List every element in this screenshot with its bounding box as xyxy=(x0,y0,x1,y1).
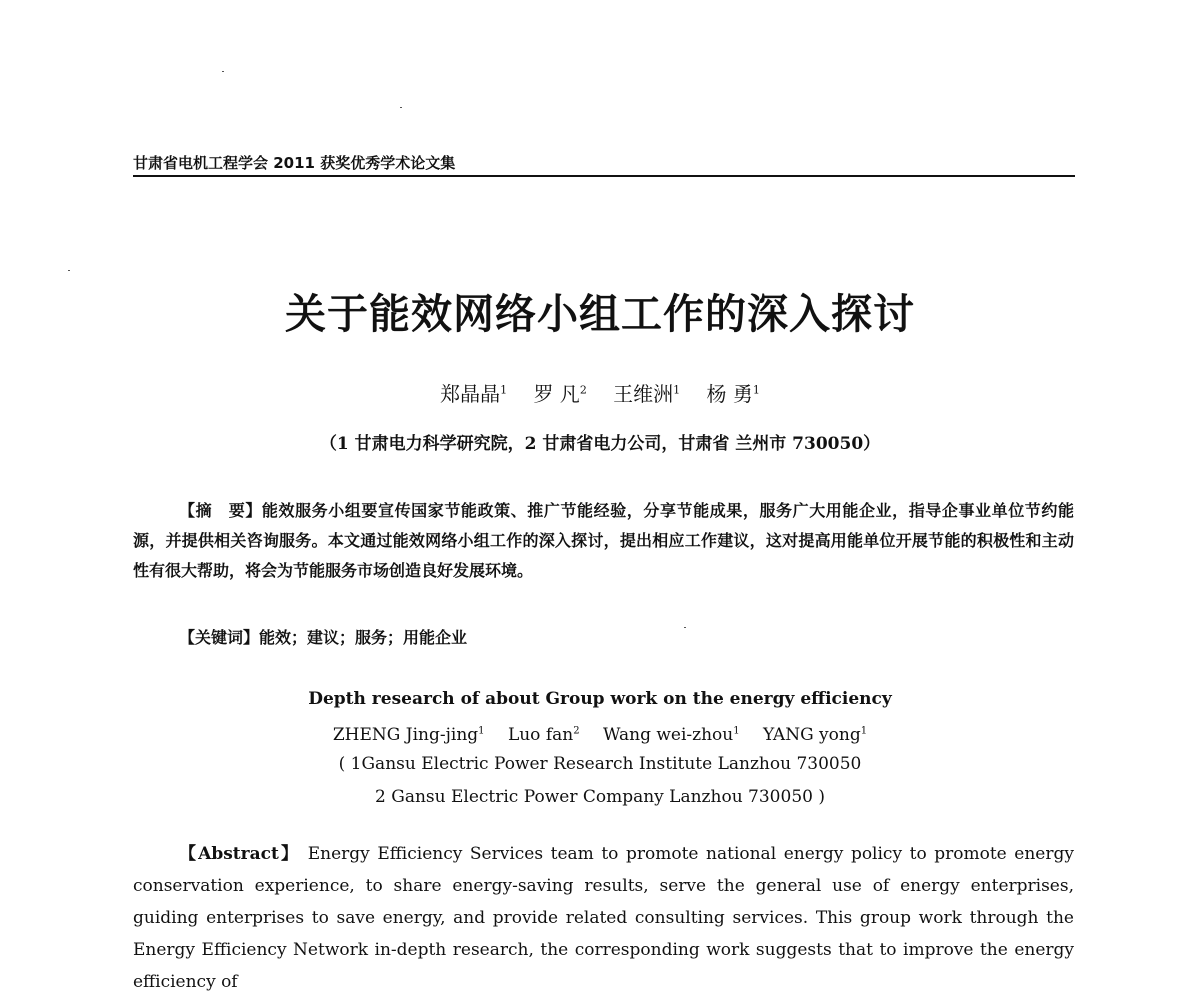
author-en: ZHENG Jing-jing$^1$ xyxy=(332,724,485,745)
author-cn: 罗 凡$^2$ xyxy=(533,381,587,406)
keywords-cn-label: 【关键词】 xyxy=(179,628,260,647)
author-list-cn xyxy=(0,374,1200,410)
scan-speck xyxy=(222,71,224,72)
author-en: YANG yong$^1$ xyxy=(763,724,868,745)
keywords-cn-text: 能效；建议；服务；用能企业 xyxy=(259,628,468,647)
author-en: Wang wei-zhou$^1$ xyxy=(602,724,740,745)
paper-title-cn: 关于能效网络小组工作的深入探讨 xyxy=(285,290,915,338)
running-header: 甘肃省电机工程学会 2011 获奖优秀学术论文集 xyxy=(133,154,456,172)
scan-speck xyxy=(68,270,70,271)
header-rule xyxy=(133,175,1075,177)
scan-speck xyxy=(400,107,402,108)
abstract-cn-label: 【摘 要】 xyxy=(179,501,262,520)
abstract-en-text: Energy Efficiency Services team to promote national energy policy to promote energy conservation experience, to share energy-saving results, serve the general use of energy enterprises, guiding enterprises to save energy, and provide related consulting services. This group work through the Energy Efficiency Network in-depth research, the corresponding work suggests that to improve the energy efficiency of xyxy=(133,844,1074,992)
author-cn: 郑晶晶$^1$ xyxy=(440,381,508,406)
author-cn: 杨 勇$^1$ xyxy=(706,381,760,406)
author-list-en xyxy=(0,718,1200,748)
abstract-en-label: 【Abstract】 xyxy=(179,844,301,864)
abstract-en xyxy=(133,838,1074,998)
abstract-cn-text: 能效服务小组要宣传国家节能政策、推广节能经验，分享节能成果，服务广大用能企业，指导企事业单位节约能源，并提供相关咨询服务。本文通过能效网络小组工作的深入探讨，提出相应工作建议，这对提高用能单位开展节能的积极性和主动性有很大帮助，将会为节能服务市场创造良好发展环境。 xyxy=(133,501,1074,580)
abstract-cn xyxy=(133,496,1074,586)
author-cn: 王维洲$^1$ xyxy=(613,381,681,406)
affiliation-en-line-1: ( 1Gansu Electric Power Research Institute Lanzhou 730050 xyxy=(338,754,862,774)
keywords-cn xyxy=(179,623,1074,653)
affiliation-cn: （1 甘肃电力科学研究院，2 甘肃省电力公司，甘肃省 兰州市 730050） xyxy=(319,434,881,454)
author-en: Luo fan$^2$ xyxy=(507,724,580,745)
paper-title-en: Depth research of about Group work on the energy efficiency xyxy=(308,689,892,709)
affiliation-en-line-2: 2 Gansu Electric Power Company Lanzhou 730050 ) xyxy=(375,787,825,807)
